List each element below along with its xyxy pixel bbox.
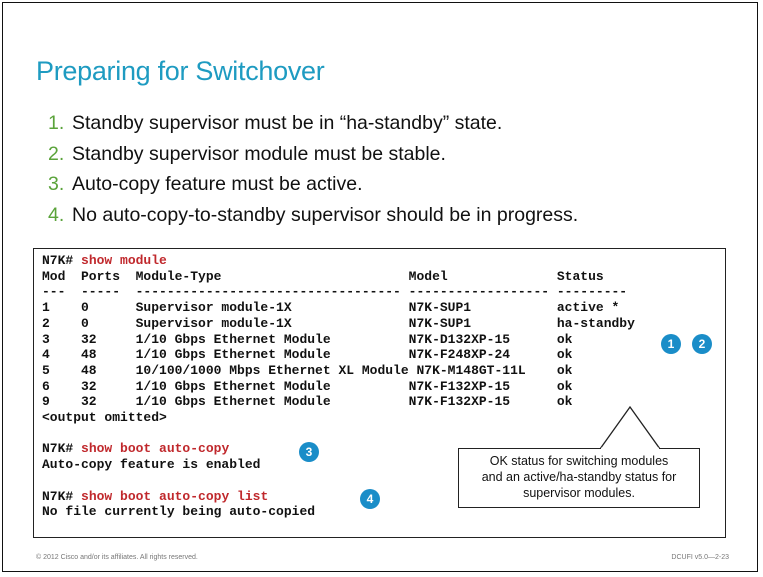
list-item-number: 2. — [48, 142, 65, 165]
list-item-number: 3. — [48, 173, 65, 195]
callout-badge-2: 2 — [692, 334, 712, 354]
cli-result: No file currently being auto-copied — [42, 504, 316, 520]
cli-result: Auto-copy feature is enabled — [42, 457, 261, 473]
list-item-text: Standby supervisor must be in “ha-standby” state. — [72, 112, 503, 134]
cli-row: 4 48 1/10 Gbps Ethernet Module N7K-F248XP-24 ok — [42, 347, 573, 363]
list-item-number: 1. — [48, 112, 65, 134]
cli-omitted: <output omitted> — [42, 410, 167, 426]
callout-line: OK status for switching modules — [489, 454, 669, 468]
callout-badge-1: 1 — [661, 334, 681, 354]
course-code-footer: DCUFI v5.0—2-23 — [671, 554, 729, 561]
cli-table-divider: --- ----- ---------------------------------- ------------------ --------- — [42, 284, 628, 300]
callout-badge-3: 3 — [299, 442, 319, 462]
slide-title: Preparing for Switchover — [36, 56, 325, 86]
cli-row: 9 32 1/10 Gbps Ethernet Module N7K-F132XP-15 ok — [42, 394, 573, 410]
cli-command: show module — [81, 253, 167, 268]
cli-row: 3 32 1/10 Gbps Ethernet Module N7K-D132XP-15 ok — [42, 331, 573, 347]
cli-table-header: Mod Ports Module-Type Model Status — [42, 268, 604, 284]
copyright-footer: © 2012 Cisco and/or its affiliates. All rights reserved. — [36, 554, 198, 561]
cli-prompt: N7K# — [42, 488, 82, 504]
cli-row: 5 48 10/100/1000 Mbps Ethernet XL Module N7K-M148GT-11L ok — [42, 362, 573, 378]
cli-prompt: N7K# — [42, 253, 82, 268]
callout-line: supervisor modules. — [523, 486, 635, 500]
cli-command: show boot auto-copy list — [81, 488, 269, 504]
cli-row: 1 0 Supervisor module-1X N7K-SUP1 active * — [42, 300, 620, 316]
list-item-number: 4. — [48, 203, 65, 226]
callout-note — [458, 448, 700, 508]
list-item-text: No auto-copy-to-standby supervisor should be in progress. — [72, 203, 579, 226]
cli-prompt: N7K# — [42, 441, 82, 457]
callout-badge-4: 4 — [360, 489, 380, 509]
cli-row: 2 0 Supervisor module-1X N7K-SUP1 ha-standby — [42, 315, 635, 331]
cli-row: 6 32 1/10 Gbps Ethernet Module N7K-F132XP-15 ok — [42, 378, 573, 394]
callout-line: and an active/ha-standby status for — [481, 470, 677, 484]
cli-command: show boot auto-copy — [81, 441, 230, 457]
list-item-text: Auto-copy feature must be active. — [72, 173, 363, 195]
list-item-text: Standby supervisor module must be stable. — [72, 142, 446, 165]
